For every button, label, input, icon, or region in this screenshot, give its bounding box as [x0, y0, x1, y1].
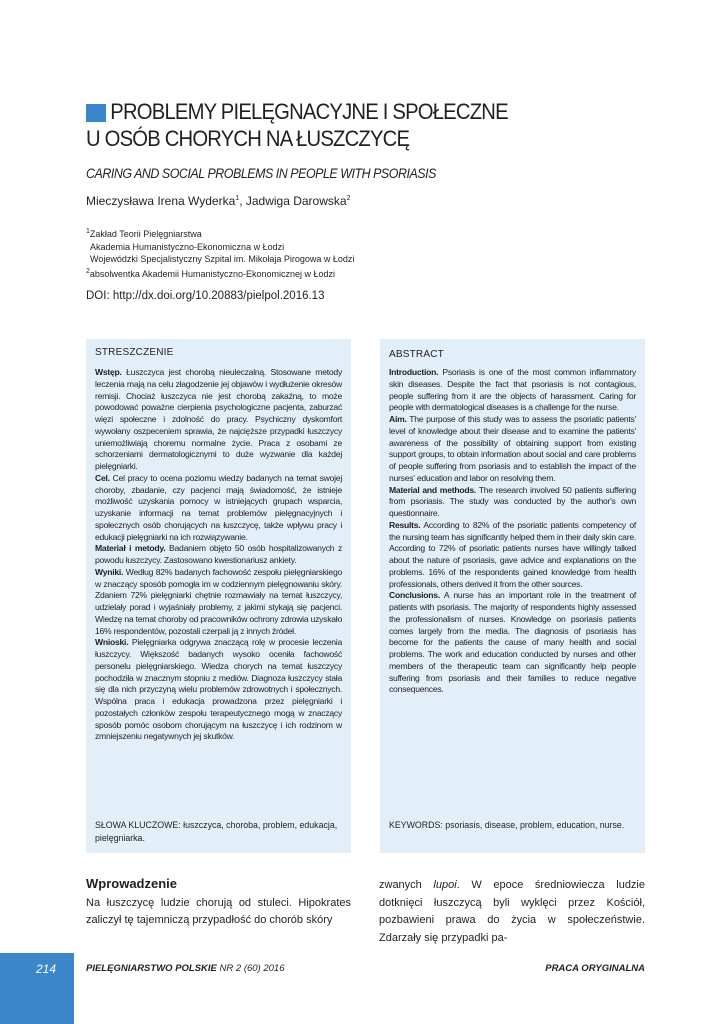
streszczenie-wyniki [95, 567, 342, 638]
abstract-heading: ABSTRACT [389, 349, 444, 360]
authors-line [86, 194, 350, 208]
streszczenie-wstep-label: Wstęp. [95, 367, 122, 377]
affiliation-1-line-2: Akademia Humanistyczno-Ekonomiczna w Łodzi [90, 241, 285, 252]
streszczenie-material-label: Materiał i metody. [95, 543, 166, 554]
journal-issue: NR 2 (60) 2016 [216, 963, 285, 974]
section-heading-introduction: Wprowadzenie [86, 876, 178, 891]
article-title-line-1: PROBLEMY PIELĘGNACYJNE I SPOŁECZNE [110, 99, 508, 124]
introduction-right-pre: zwanych [379, 879, 434, 891]
author-1: Mieczysława Irena Wyderka [86, 194, 236, 208]
article-type: PRACA ORYGINALNA [545, 963, 645, 974]
affiliation-1-line-3: Wojewódzki Specjalistyczny Szpital im. Mikołaja Pirogowa w Łodzi [90, 254, 355, 265]
author-2: Jadwiga Darowska [245, 194, 347, 208]
streszczenie-wyniki-label: Wyniki. [95, 566, 124, 577]
streszczenie-body [95, 367, 342, 743]
streszczenie-heading: STRESZCZENIE [95, 347, 174, 358]
author-separator: , [239, 194, 246, 208]
abstract-aim-label: Aim. [389, 414, 407, 424]
abstract-material-label: Material and methods. [389, 484, 477, 495]
introduction-text-left: Na łuszczycę ludzie chorują od stuleci. Hipokrates zaliczył tę tajemniczą przypadłość do chorób skóry [86, 897, 351, 926]
page-number: 214 [36, 962, 57, 976]
abstract-conclusions-label: Conclusions. [389, 590, 440, 601]
abstract-conclusions-text: A nurse has an important role in the treatment of patients with psoriasis. The majority of respondents highly assessed the professionalism of nurses. Knowledge on psoriasis patients comes largely from the media. The diagnosis of psoriasis has become for the patients the cause of many health and social problems. The work and education conducted by nurses and other members of the therapeutic team can significantly help people suffering from psoriasis and their families to reduce negative consequences. [389, 590, 636, 695]
author-2-affiliation: 2 [346, 195, 351, 202]
abstract-keywords: KEYWORDS: psoriasis, disease, problem, education, nurse. [389, 820, 625, 830]
abstract-introduction-text: Psoriasis is one of the most common inflammatory skin diseases. Despite the fact that psoriasis is not contagious, people suffering from it are the objects of harassment. Caring for people with dermatological diseases is a challenge for the nurse. [389, 367, 636, 413]
abstract-material-text: The research involved 50 patients suffering from psoriasis. The study was conducted by the author's own questionnaire. [389, 484, 636, 518]
doi-link[interactable]: DOI: http://dx.doi.org/10.20883/pielpol.2016.13 [86, 290, 325, 302]
affiliation-1-line-1: Zakład Teorii Pielęgniarstwa [89, 229, 202, 239]
abstract-material [389, 485, 636, 520]
english-title: CARING AND SOCIAL PROBLEMS IN PEOPLE WITH PSORIASIS [86, 166, 436, 181]
streszczenie-box [86, 339, 351, 853]
abstract-body [389, 367, 636, 696]
abstract-conclusions [389, 590, 636, 696]
affiliation-2-line-1: absolwentka Akademii Humanistyczno-Ekonomicznej w Łodzi [89, 268, 336, 279]
article-title-line-2: U OSÓB CHORYCH NA ŁUSZCZYCĘ [86, 126, 410, 151]
abstract-aim-text: The purpose of this study was to assess the psoriatic patients' level of knowledge about their disease and to examine the patients' awareness of the possibility of obtaining support from existing support groups, to obtain information about social and care problems of people suffering from psoriasis and to establish the impact of the nurses' education and labor on resolving them. [389, 414, 636, 483]
affiliation-2-marker: 2 [86, 267, 90, 275]
article-title [86, 98, 590, 152]
abstract-results-text: According to 82% of the psoriatic patients competency of the nursing team has significantly helped them in their daily skin care. According to 72% of psoriatic patients nurses have willingly talked about the nature of psoriasis, gave advice and explanations on the problems. 16% of the respondents gained knowledge from health professionals, others derived it from the other sources. [389, 519, 636, 589]
abstract-aim [389, 414, 636, 485]
streszczenie-cel-label: Cel. [95, 472, 110, 483]
abstract-introduction-label: Introduction. [389, 367, 439, 377]
introduction-text-right [379, 877, 645, 947]
streszczenie-wstep [95, 367, 342, 473]
abstract-results [389, 520, 636, 591]
abstract-box [380, 339, 645, 853]
journal-title: PIELĘGNIARSTWO POLSKIE [86, 963, 217, 974]
introduction-right-italic: lupoi [433, 879, 457, 891]
streszczenie-material [95, 543, 342, 567]
streszczenie-wstep-text: Łuszczyca jest chorobą nieuleczalną. Stosowane metody leczenia mają na celu złagodzenie jej objawów i wydłużenie okresów remisji. Chociaż łuszczyca nie jest chorobą zakaźną, to może powodować poważne cierpienia psychologiczne pacjenta, zaburzać więzi społeczne i zdolność do pracy. Psychiczny dyskomfort wywołany oszpeceniem sprawia, że najcięższe przypadki łuszczycy uniemożliwiają choremu normalne życie. Praca z osobami ze schorzeniami dermatologicznymi to duże wyzwanie dla każdej pielęgniarki. [95, 367, 342, 471]
author-1-affiliation: 1 [235, 195, 240, 202]
affiliations [86, 226, 354, 280]
streszczenie-wnioski-label: Wnioski. [95, 637, 129, 648]
streszczenie-material-text: Badaniem objęto 50 osób hospitalizowanych z powodu łuszczycy. Zastosowano kwestionariusz ankiety. [95, 543, 342, 565]
streszczenie-keywords: SŁOWA KLUCZOWE: łuszczyca, choroba, problem, edukacja, pielęgniarka. [95, 820, 338, 843]
affiliation-1-marker: 1 [86, 228, 90, 235]
streszczenie-wyniki-text: Według 82% badanych fachowość zespołu pielęgniarskiego w znaczący sposób pomogła im w codziennym pielęgnowaniu skóry. Zdaniem 72% pielęgniarki chętnie rozmawiały na temat łuszczycy, udzielały porad i wyjaśniały problemy, z jakimi stykają się pacjenci. Wiedzę na temat choroby od pracowników ochrony zdrowia uzyskało 16% respondentów, pozostali czerpali ją z innych źródeł. [95, 566, 342, 636]
journal-name [86, 963, 285, 974]
streszczenie-wnioski-text: Pielęgniarka odgrywa znaczącą rolę w procesie leczenia łuszczycy. Większość badanych wysoko oceniła fachowość personelu pielęgniarskiego. Wiedza chorych na temat łuszczycy pochodziła w znacznym stopniu z mediów. Diagnoza łuszczycy stała się dla nich przyczyną wielu problemów zdrowotnych i społecznych. Wspólna praca i edukacja prowadzona przez pielęgniarki i pozostałych członków zespołu terapeutycznego mogą w znaczący sposób pomóc osobom chorującym na łuszczycę i ich rodzinom w zmniejszeniu negatywnych jej skutków. [95, 637, 342, 742]
streszczenie-wnioski [95, 637, 342, 743]
introduction-right-rest: . W epoce średniowiecza ludzie dotknięci łuszczycą byli wyklęci przez Kościół, pozbawieni prawa do życia w społeczeństwie. Zdarzały się przypadki pa- [379, 879, 645, 944]
abstract-results-label: Results. [389, 519, 421, 530]
streszczenie-cel-text: Cel pracy to ocena poziomu wiedzy badanych na temat swojej choroby, zbadanie, czy pacjenci mają świadomość, że istnieje możliwość uzyskania pomocy w istniejących grupach wsparcia, uzyskanie informacji na temat problemów pielęgnacyjnych i społecznych osób chorujących na łuszczycę, także wpływu pracy i edukacji pielęgniarki na ich rozwiązywanie. [95, 472, 342, 542]
abstract-introduction [389, 367, 636, 414]
streszczenie-cel [95, 473, 342, 544]
